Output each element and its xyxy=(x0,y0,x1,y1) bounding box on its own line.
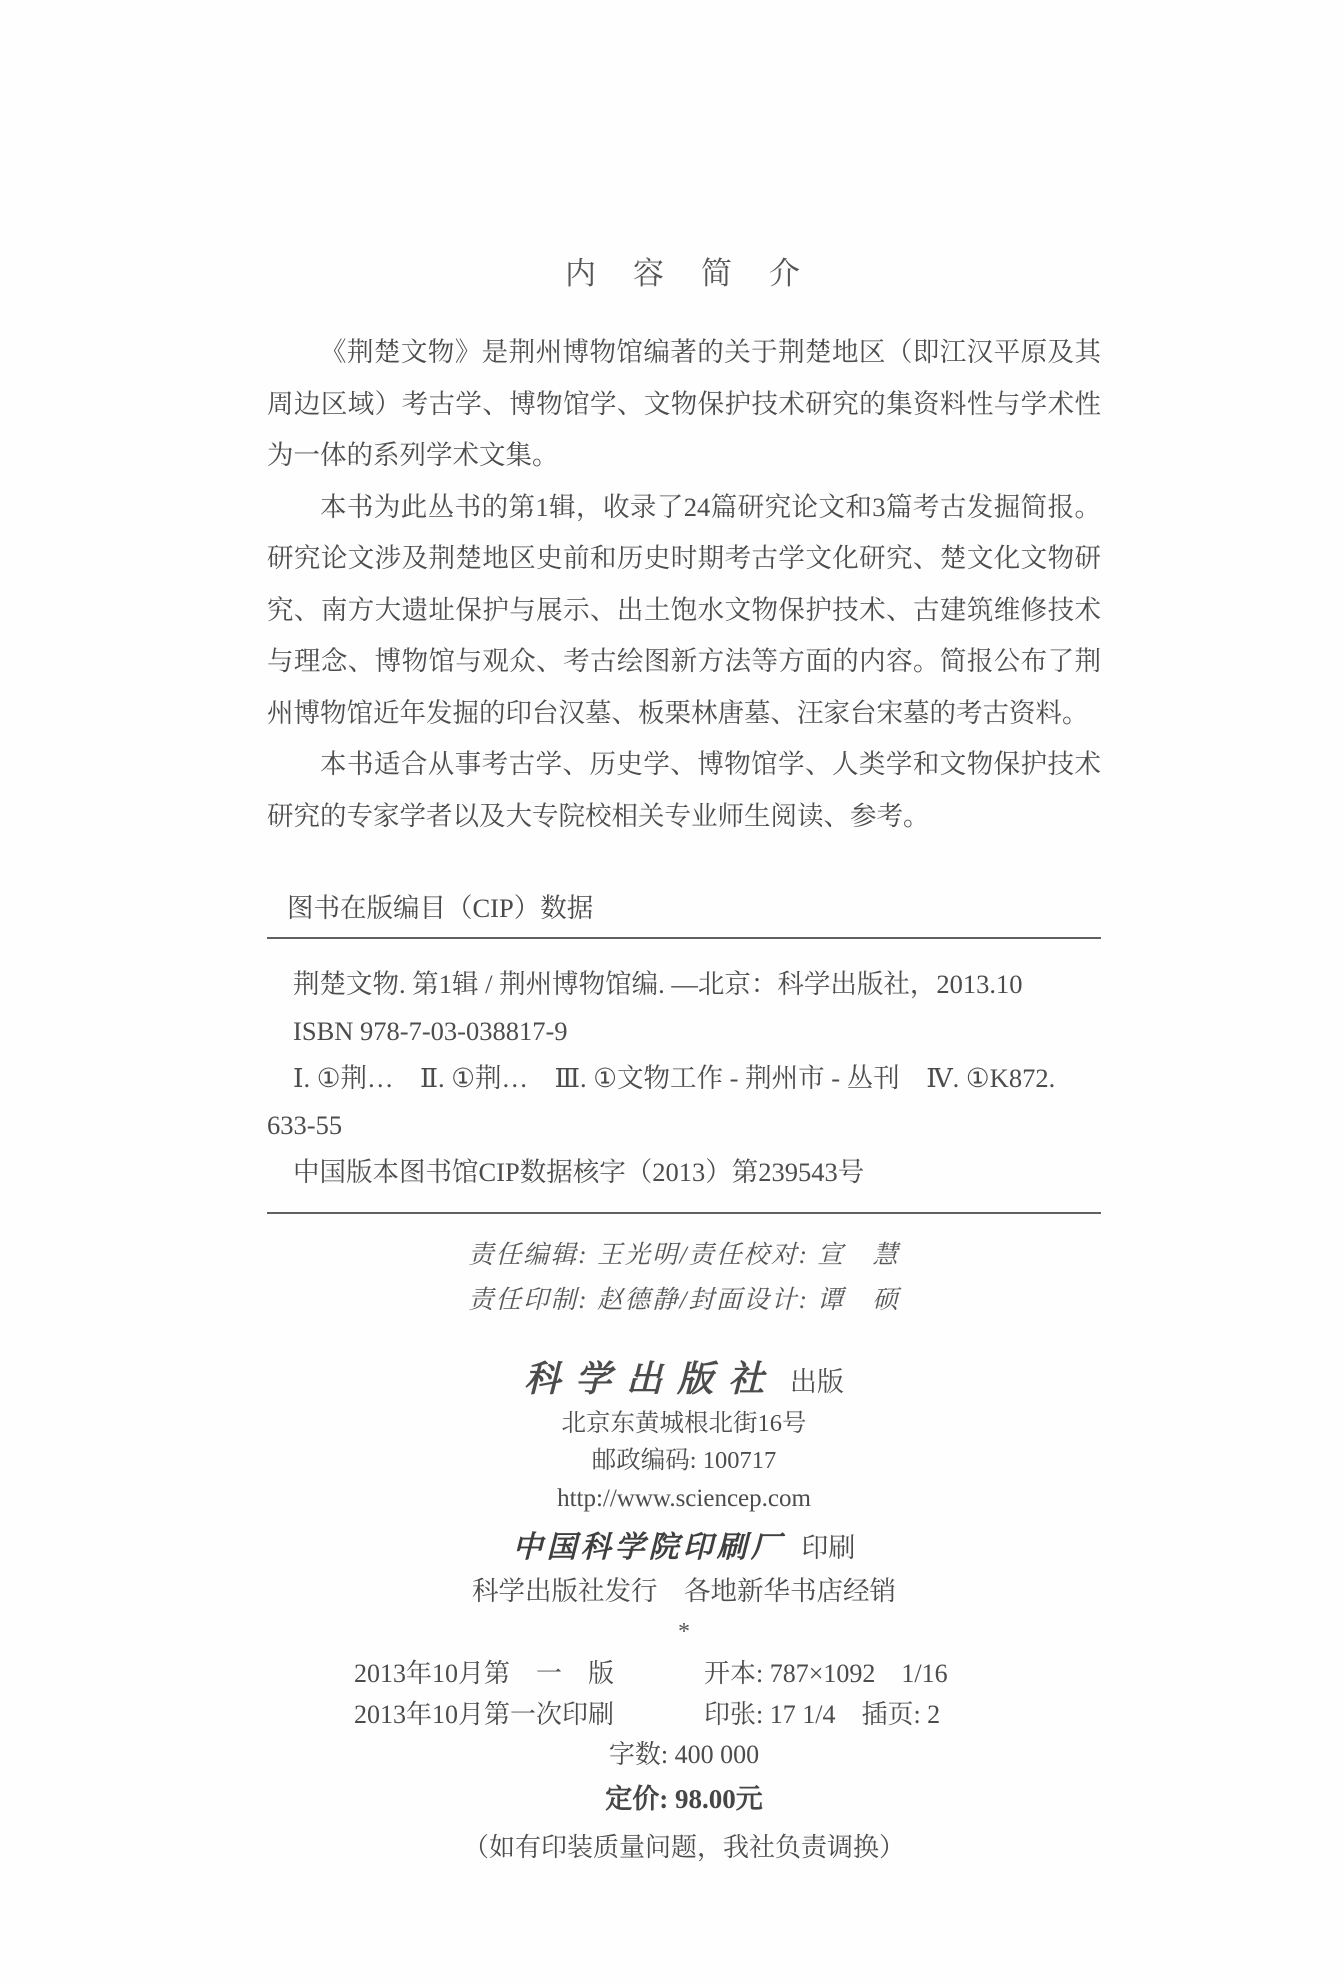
credits-editor-line: 责任编辑: 王光明/责任校对: 宣 慧 xyxy=(468,1240,900,1269)
intro-paragraph-1: 《荆楚文物》是荆州博物馆编著的关于荆楚地区（即江汉平原及其周边区域）考古学、博物馆学、文物保护技术研究的集资料性与学术性为一体的系列学术文集。 xyxy=(267,337,1101,470)
intro-paragraph-2: 本书为此丛书的第1辑，收录了24篇研究论文和3篇考古发掘简报。研究论文涉及荆楚地区史前和历史时期考古学文化研究、楚文化文物研究、南方大遗址保护与展示、出土饱水文物保护技术、古建筑维修技术与理念、博物馆与观众、考古绘图新方法等方面的内容。简报公布了荆州博物馆近年发掘的印台汉墓、板栗林唐墓、汪家台宋墓的考古资料。 xyxy=(267,491,1101,728)
cip-body xyxy=(267,939,1101,1212)
publisher-website: http://www.sciencep.com xyxy=(557,1485,811,1512)
edition-row-2 xyxy=(267,1694,1101,1735)
word-count-line: 字数: 400 000 xyxy=(608,1740,760,1769)
publisher-logo-text: 科学出版社 xyxy=(524,1358,780,1400)
credits-section xyxy=(267,1232,1101,1322)
printer-line xyxy=(267,1525,1101,1571)
intro-paragraph-3: 本书适合从事考古学、历史学、博物馆学、人类学和文物保护技术研究的专家学者以及大专院校相关专业师生阅读、参考。 xyxy=(267,749,1101,831)
edition-date-first: 2013年10月第 一 版 xyxy=(354,1659,615,1688)
cip-record-number-line: 中国版本图书馆CIP数据核字（2013）第239543号 xyxy=(293,1157,865,1187)
intro-heading: 内 容 简 介 xyxy=(565,256,803,291)
publisher-name-line xyxy=(267,1356,1101,1405)
publish-label: 出版 xyxy=(789,1367,844,1397)
printer-logo-text: 中国科学院印刷厂 xyxy=(512,1530,785,1565)
distribution-line: 科学出版社发行 各地新华书店经销 xyxy=(472,1576,896,1606)
publisher-address: 北京东黄城根北街16号 xyxy=(561,1410,807,1437)
credits-printing-line: 责任印制: 赵德静/封面设计: 谭 硕 xyxy=(468,1285,900,1314)
publisher-section xyxy=(267,1356,1101,1649)
cip-heading: 图书在版编目（CIP）数据 xyxy=(287,893,594,923)
price-line: 定价: 98.00元 xyxy=(605,1784,763,1814)
edition-format: 开本: 787×1092 1/16 xyxy=(704,1659,948,1688)
edition-section xyxy=(267,1653,1101,1871)
cip-classification-line: Ⅰ. ①荆… Ⅱ. ①荆… Ⅲ. ①文物工作 - 荆州市 - 丛刊 Ⅳ. ①K872. xyxy=(293,1063,1056,1093)
cip-section xyxy=(267,886,1101,1214)
print-label: 印刷 xyxy=(801,1533,856,1563)
publisher-postcode: 邮政编码: 100717 xyxy=(591,1447,777,1474)
separator-asterisk: * xyxy=(678,1619,690,1645)
cip-divider-bottom xyxy=(267,1212,1101,1214)
edition-date-print: 2013年10月第一次印刷 xyxy=(354,1700,615,1729)
cip-isbn-line: ISBN 978-7-03-038817-9 xyxy=(293,1016,568,1046)
edition-row-1 xyxy=(267,1653,1101,1694)
cip-title-line: 荆楚文物. 第1辑 / 荆州博物馆编. —北京：科学出版社，2013.10 xyxy=(293,969,1023,999)
content-column xyxy=(267,0,1101,1871)
quality-note: （如有印装质量问题，我社负责调换） xyxy=(462,1833,905,1862)
edition-sheets: 印张: 17 1/4 插页: 2 xyxy=(704,1700,941,1729)
cip-classification-continuation: 633-55 xyxy=(267,1110,343,1140)
